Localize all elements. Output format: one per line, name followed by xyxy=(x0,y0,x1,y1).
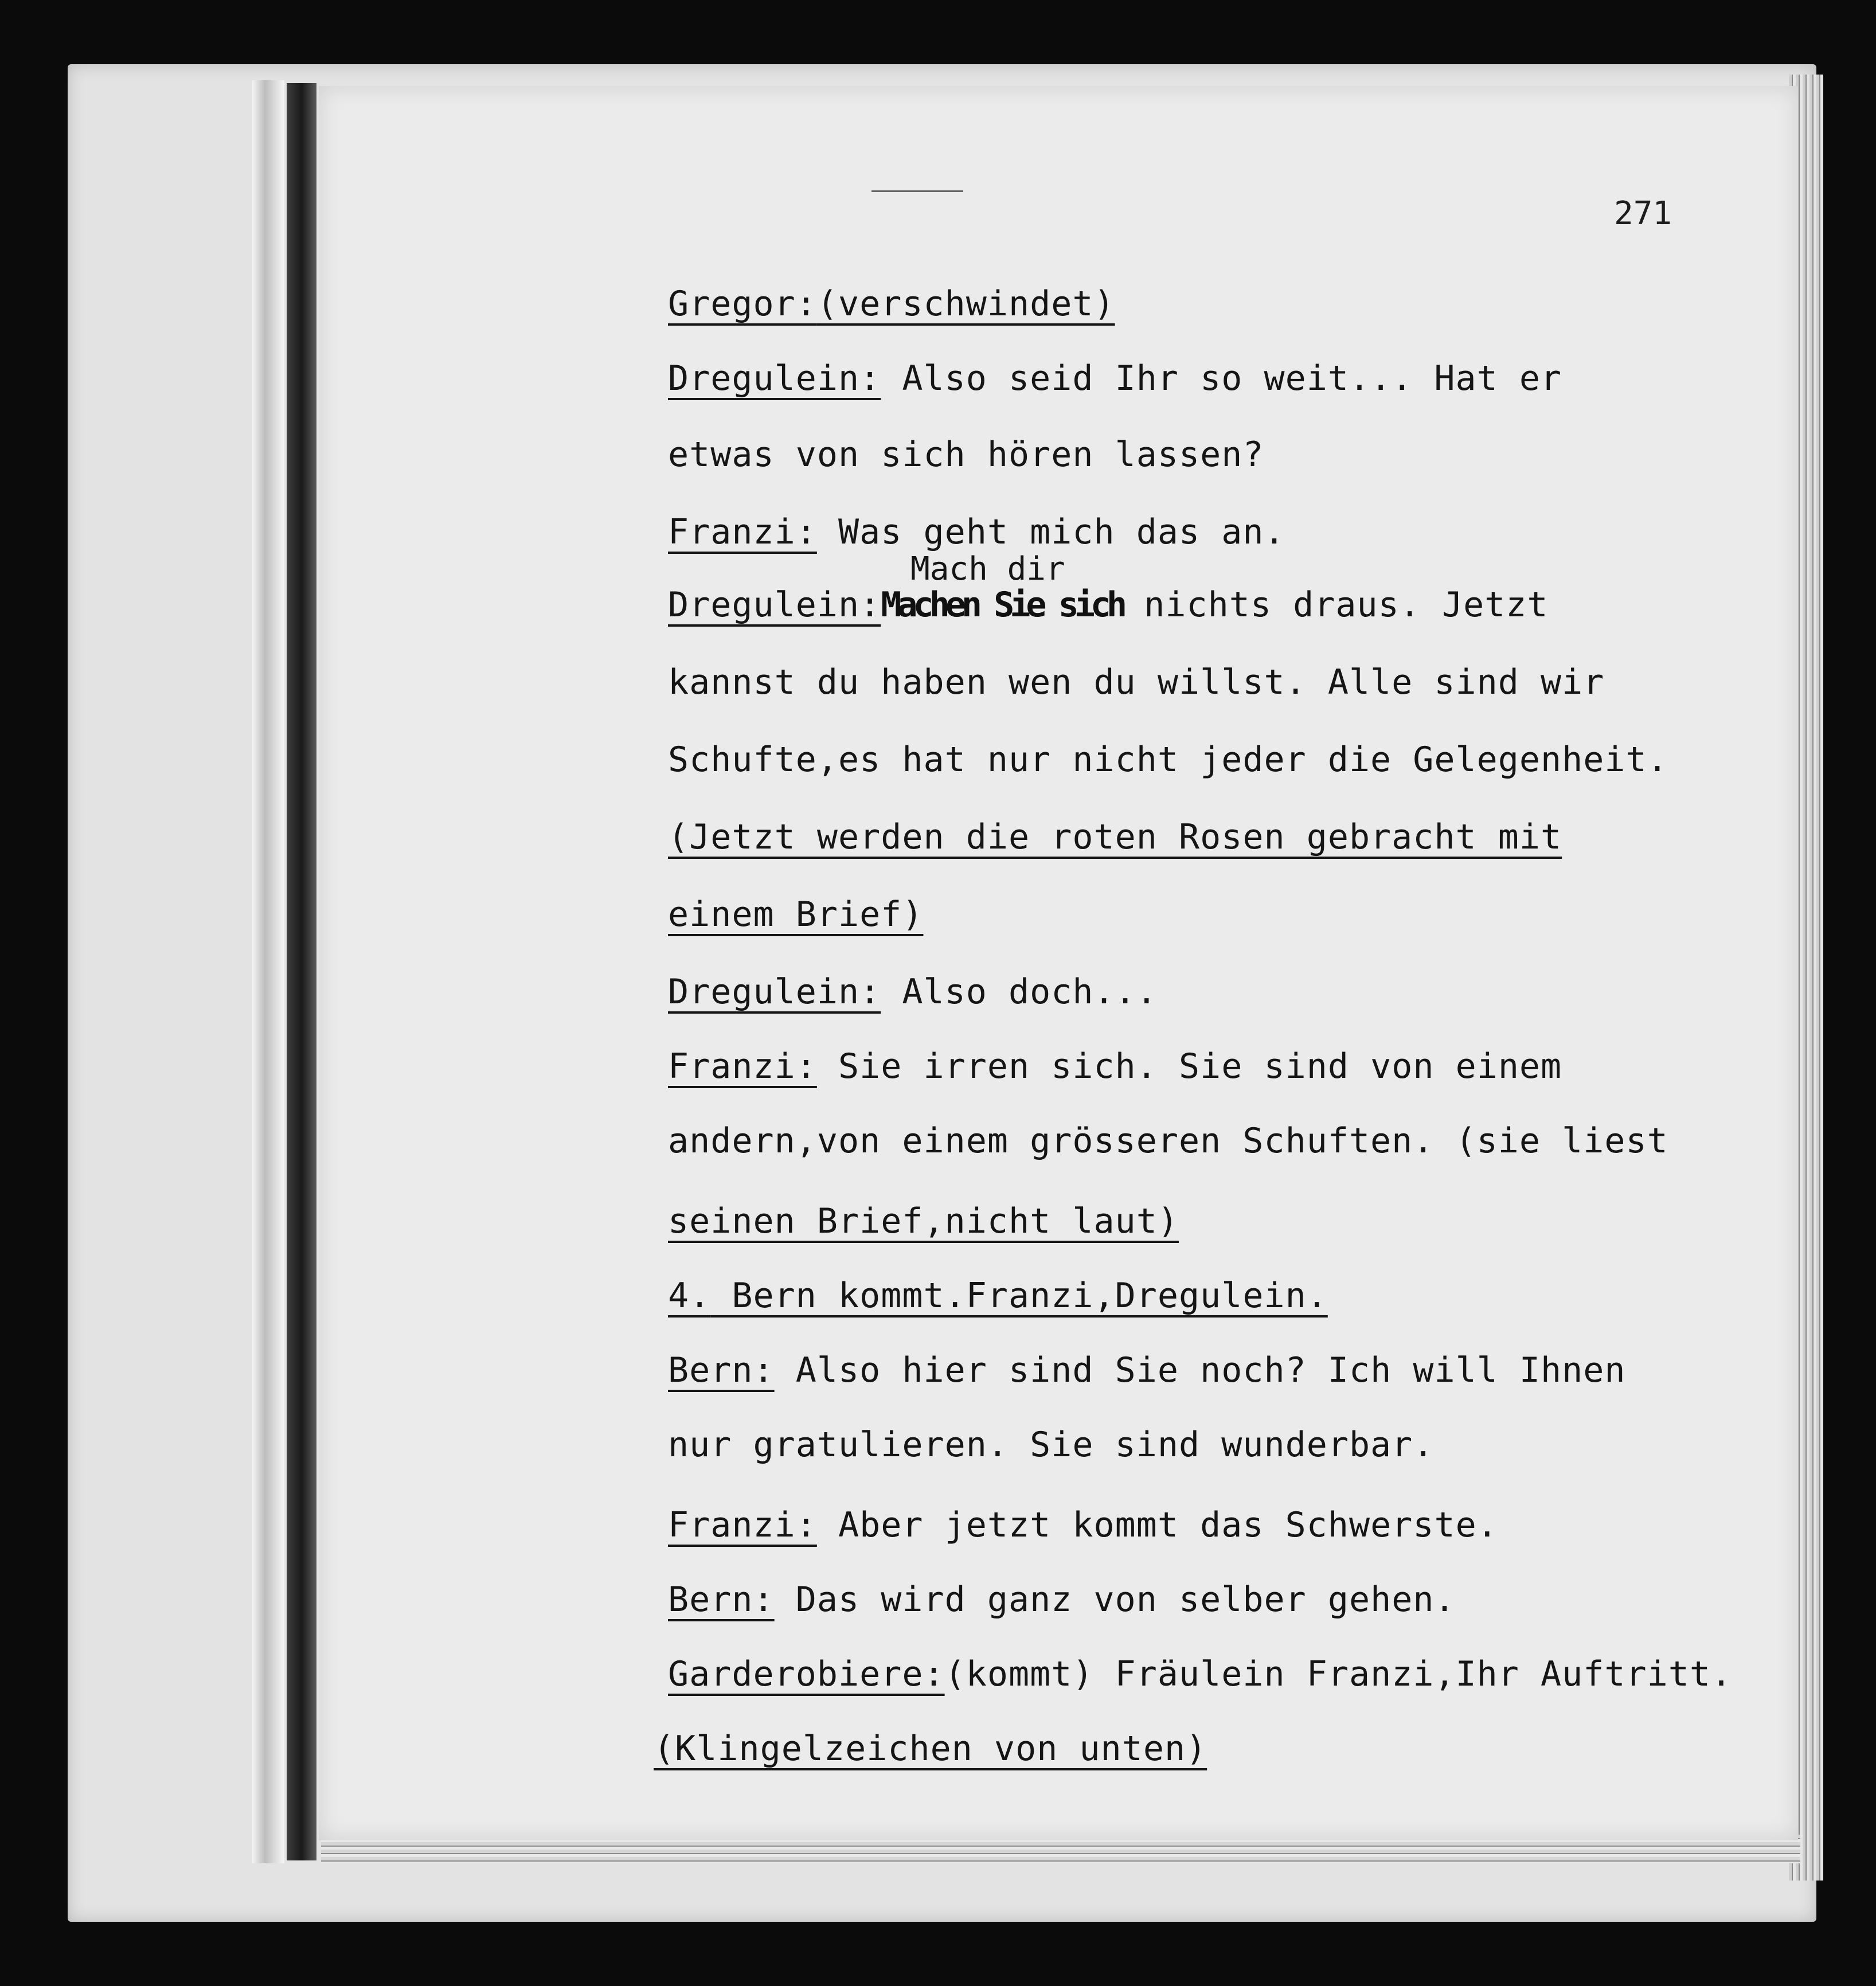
dialogue-text: nichts draus. Jetzt xyxy=(1123,585,1549,625)
dialogue-text: Das wird ganz von selber gehen. xyxy=(774,1580,1456,1620)
stage-direction: einem Brief) xyxy=(668,894,924,935)
script-line xyxy=(668,740,1668,780)
speaker-name: Bern: xyxy=(668,1580,775,1620)
dialogue-text: etwas von sich hören lassen? xyxy=(668,435,1264,475)
speaker-name: Garderobiere: xyxy=(668,1654,945,1694)
binding-spine xyxy=(287,83,316,1860)
speaker-name: Dregulein: xyxy=(668,972,881,1012)
dialogue-text: Schufte,es hat nur nicht jeder die Gelegenheit. xyxy=(668,740,1668,780)
dialogue-text: Was geht mich das an. xyxy=(816,512,1285,552)
script-line xyxy=(668,284,1115,324)
stage-direction: seinen Brief,nicht laut) xyxy=(668,1201,1179,1241)
typed-page xyxy=(319,86,1798,1840)
script-line xyxy=(654,1729,1207,1769)
script-line xyxy=(668,1654,1732,1694)
speaker-name: Gregor: xyxy=(668,284,817,324)
dialogue-text: Also hier sind Sie noch? Ich will Ihnen xyxy=(774,1350,1626,1390)
script-line xyxy=(668,585,1549,625)
script-line xyxy=(668,1201,1179,1241)
scene-number: 4. xyxy=(668,1276,711,1316)
script-line xyxy=(668,435,1264,475)
dialogue-text: Also seid Ihr so weit... Hat er xyxy=(881,358,1562,398)
speaker-name: Dregulein: xyxy=(668,358,881,398)
handwritten-insertion: Mach dir xyxy=(910,550,1065,588)
speaker-name: Franzi: xyxy=(668,1046,817,1086)
dialogue-text: kannst du haben wen du willst. Alle sind wir xyxy=(668,662,1605,702)
stage-direction: (Jetzt werden die roten Rosen gebracht mit xyxy=(668,817,1562,857)
speaker-name: Bern: xyxy=(668,1350,775,1390)
script-line xyxy=(668,894,923,935)
script-line xyxy=(668,512,1285,552)
dialogue-text: Also doch... xyxy=(881,972,1158,1012)
script-line xyxy=(668,1046,1562,1086)
dialogue-text: andern,von einem grösseren Schuften. (sie liest xyxy=(668,1121,1668,1161)
dialogue-text: nur gratulieren. Sie sind wunderbar. xyxy=(668,1425,1435,1465)
scene-heading: Bern kommt.Franzi,Dregulein. xyxy=(710,1276,1328,1316)
speaker-name: Franzi: xyxy=(668,512,817,552)
stage-direction: (verschwindet) xyxy=(816,284,1115,324)
script-line xyxy=(668,1350,1626,1390)
dialogue-text: Sie irren sich. Sie sind von einem xyxy=(816,1046,1562,1086)
speaker-name: Dregulein: xyxy=(668,585,881,625)
script-line xyxy=(668,817,1562,857)
dialogue-text: (kommt) Fräulein Franzi,Ihr Auftritt. xyxy=(944,1654,1733,1694)
pencil-mark xyxy=(871,190,963,192)
script-line xyxy=(668,1580,1456,1620)
script-line xyxy=(668,972,1158,1012)
stage-direction: (Klingelzeichen von unten) xyxy=(654,1729,1207,1769)
speaker-name: Franzi: xyxy=(668,1505,817,1545)
script-line xyxy=(668,1276,1328,1316)
dialogue-text: Aber jetzt kommt das Schwerste. xyxy=(816,1505,1498,1545)
script-line xyxy=(668,662,1604,702)
binding-fold xyxy=(252,80,284,1863)
script-line xyxy=(668,358,1562,398)
struck-out-text: Machen Sie sich xyxy=(881,585,1123,625)
page-number: 271 xyxy=(1614,195,1672,232)
script-line xyxy=(668,1121,1668,1161)
script-line xyxy=(668,1425,1434,1465)
script-line xyxy=(668,1505,1498,1545)
